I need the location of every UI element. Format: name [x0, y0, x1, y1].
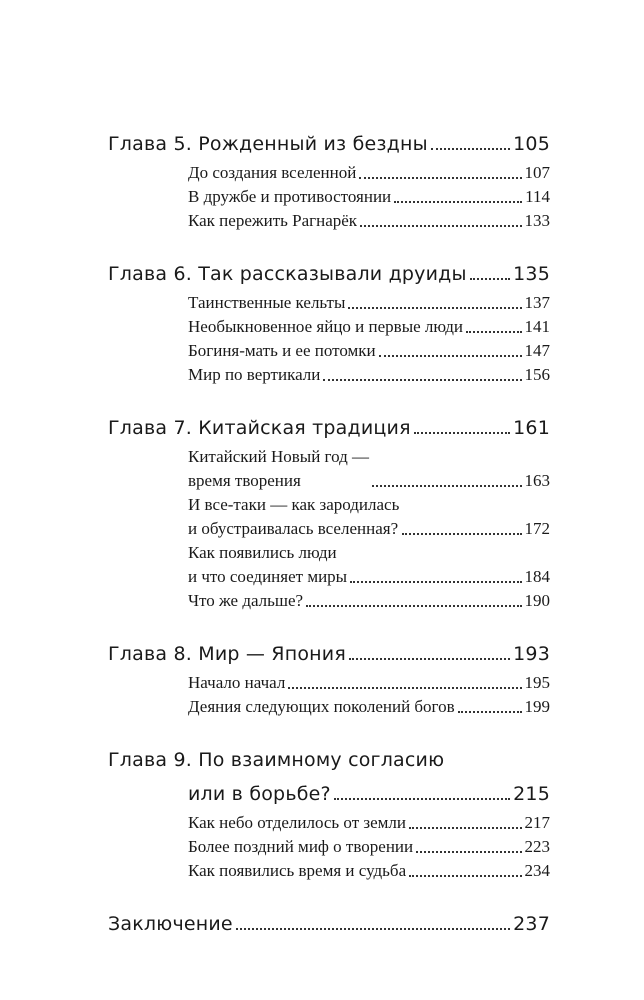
page-number: 234 — [524, 861, 550, 880]
page-number: 217 — [524, 813, 550, 832]
chapter-title: или в борьбе? — [188, 783, 331, 805]
chapter-title: Глава 7. Китайская традиция — [108, 417, 411, 439]
toc-section[interactable] — [188, 835, 550, 859]
toc-section[interactable] — [188, 859, 550, 883]
section-title: Таинственные кельты — [188, 293, 346, 312]
page-number: 223 — [524, 837, 550, 856]
chapter-title-line1: Глава 9. По взаимному согласию — [108, 749, 445, 771]
leader-dots — [350, 581, 521, 583]
page-number: 237 — [513, 913, 550, 935]
section-title: Деяния следующих поколений богов — [188, 697, 455, 716]
leader-dots — [349, 658, 510, 660]
chapter-spacer — [108, 233, 550, 257]
leader-dots — [431, 148, 510, 150]
page-number: 215 — [513, 783, 550, 805]
toc-section[interactable] — [188, 161, 550, 185]
toc-section[interactable] — [188, 185, 550, 209]
toc-section[interactable] — [188, 541, 550, 589]
page-number: 163 — [524, 471, 550, 490]
leader-dots — [416, 851, 521, 853]
chapter-title: Глава 5. Рожденный из бездны — [108, 133, 428, 155]
toc-chapter-5[interactable] — [108, 127, 550, 161]
section-title-stack — [188, 541, 347, 589]
section-title: Более поздний миф о творении — [188, 837, 414, 856]
leader-dots — [470, 278, 510, 280]
leader-dots — [323, 379, 521, 381]
toc-chapter-9[interactable] — [108, 743, 550, 811]
section-title-stack — [188, 445, 369, 493]
leader-dots — [379, 355, 522, 357]
leader-dots — [372, 485, 522, 487]
leader-dots — [402, 533, 521, 535]
page-number: 190 — [524, 591, 550, 610]
toc-section[interactable] — [188, 493, 550, 541]
chapter-title: Заключение — [108, 913, 233, 935]
toc-section[interactable] — [188, 589, 550, 613]
section-title-line1: И все-таки — как зародилась — [188, 495, 400, 514]
table-of-contents — [108, 127, 550, 941]
page-number: 141 — [524, 317, 550, 336]
leader-dots — [414, 432, 510, 434]
page-number: 105 — [513, 133, 550, 155]
section-title: Что же дальше? — [188, 591, 304, 610]
section-title: Необыкновенное яйцо и первые люди — [188, 317, 463, 336]
page-number: 156 — [524, 365, 550, 384]
section-title: Как пережить Рагнарёк — [188, 211, 358, 230]
leader-dots — [409, 875, 521, 877]
toc-section[interactable] — [188, 695, 550, 719]
chapter-spacer — [108, 719, 550, 743]
chapter-spacer — [108, 613, 550, 637]
leader-dots — [394, 201, 522, 203]
leader-dots — [458, 711, 522, 713]
section-title: Как появились время и судьба — [188, 861, 407, 880]
section-title-stack — [188, 493, 399, 541]
toc-conclusion[interactable] — [108, 907, 550, 941]
page-number: 114 — [525, 187, 550, 206]
page-number: 135 — [513, 263, 550, 285]
toc-chapter-6[interactable] — [108, 257, 550, 291]
section-title: Начало начал — [188, 673, 286, 692]
chapter-spacer — [108, 387, 550, 411]
leader-dots — [360, 225, 521, 227]
section-title-line1: Как появились люди — [188, 543, 337, 562]
leader-dots — [288, 687, 521, 689]
leader-dots — [359, 177, 521, 179]
toc-section[interactable] — [188, 209, 550, 233]
toc-chapter-8[interactable] — [108, 637, 550, 671]
leader-dots — [466, 331, 522, 333]
page-number: 195 — [524, 673, 550, 692]
page-number: 147 — [524, 341, 550, 360]
chapter-title: Глава 6. Так рассказывали друиды — [108, 263, 467, 285]
page-number: 133 — [524, 211, 550, 230]
page-number: 137 — [524, 293, 550, 312]
chapter-spacer — [108, 883, 550, 907]
leader-dots — [306, 605, 521, 607]
chapter-title-stack — [108, 743, 550, 811]
page-number: 172 — [524, 519, 550, 538]
toc-chapter-7[interactable] — [108, 411, 550, 445]
leader-dots — [409, 827, 522, 829]
leader-dots — [236, 928, 510, 930]
section-title-line1: Китайский Новый год — — [188, 447, 369, 466]
page-number: 199 — [524, 697, 550, 716]
leader-dots — [334, 798, 510, 800]
page-number: 161 — [513, 417, 550, 439]
page-number: 107 — [524, 163, 550, 182]
toc-section[interactable] — [188, 811, 550, 835]
toc-section[interactable] — [188, 671, 550, 695]
section-title: В дружбе и противостоянии — [188, 187, 392, 206]
toc-section[interactable] — [188, 445, 550, 493]
section-title: Богиня-мать и ее потомки — [188, 341, 376, 360]
section-title: время творения — [188, 471, 301, 490]
page-number: 193 — [513, 643, 550, 665]
leader-dots — [348, 307, 521, 309]
toc-section[interactable] — [188, 339, 550, 363]
toc-section[interactable] — [188, 291, 550, 315]
section-title: и что соединяет миры — [188, 567, 348, 586]
section-title: До создания вселенной — [188, 163, 357, 182]
chapter-title: Глава 8. Мир — Япония — [108, 643, 346, 665]
toc-section[interactable] — [188, 315, 550, 339]
section-title: и обустраивалась вселенная? — [188, 519, 399, 538]
section-title: Мир по вертикали — [188, 365, 321, 384]
page-number: 184 — [524, 567, 550, 586]
chapter-title-line2 — [188, 777, 550, 811]
section-title: Как небо отделилось от земли — [188, 813, 406, 832]
toc-section[interactable] — [188, 363, 550, 387]
